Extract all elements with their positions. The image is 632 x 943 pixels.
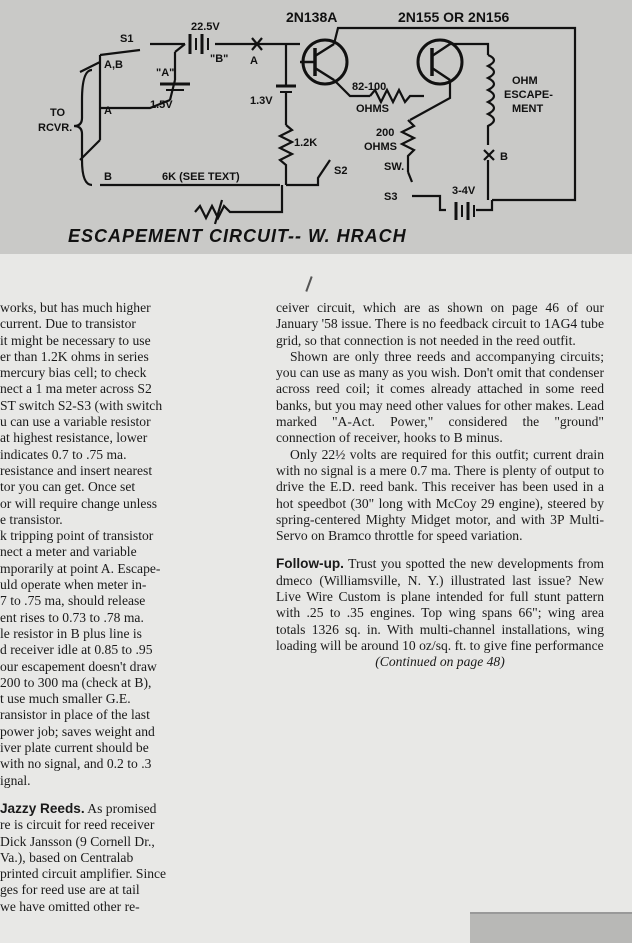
- jazzy-text-line: Dick Jansson (9 Cornell Dr.,: [0, 833, 155, 849]
- transistor-2n155-symbol: [418, 40, 462, 84]
- label-wire-a: A: [104, 105, 112, 117]
- left-text-line: er than 1.2K ohms in series: [0, 348, 149, 364]
- left-text-line: works, but has much higher: [0, 300, 151, 315]
- left-text-line: iver plate current should be: [0, 740, 149, 756]
- label-15v: 1.5V: [150, 99, 173, 111]
- battery-a-symbol: [160, 84, 190, 90]
- transistor-2n138a-symbol: [300, 40, 347, 84]
- escapement-circuit-diagram: [0, 0, 632, 254]
- right-column: [276, 300, 604, 671]
- left-text-line: 7 to .75 ma, should release: [0, 593, 146, 609]
- left-column-lines: [0, 300, 262, 789]
- continued-note: (Continued on page 48): [375, 654, 505, 670]
- label-ab: A,B: [104, 59, 123, 71]
- battery-3v-symbol: [456, 202, 474, 220]
- left-text-line: d receiver idle at 0.85 to .95: [0, 642, 153, 658]
- left-text-line: ST switch S2-S3 (with switch: [0, 397, 163, 413]
- left-text-line: nect a 1 ma meter across S2: [0, 381, 152, 397]
- left-text-line: e transistor.: [0, 511, 63, 527]
- label-ohms-1: OHMS: [356, 103, 389, 115]
- label-225v: 22.5V: [191, 21, 220, 33]
- left-text-line: tor you can get. Once set: [0, 479, 136, 495]
- left-text-line: le resistor in B plus line is: [0, 625, 142, 641]
- left-text-line: ent rises to 0.73 to .78 ma.: [0, 609, 144, 625]
- jazzy-first-line: As promised: [87, 800, 157, 816]
- circuit-figure: [0, 0, 632, 254]
- right-paragraph-1: ceiver circuit, which are as shown on page 46 of our January '58 issue. There is no feedback circuit to 1AG4 tube grid, so that connection is not needed in the reed outfit.: [276, 300, 604, 348]
- left-text-line: or will require change unless: [0, 495, 158, 511]
- left-text-line: 200 to 300 ma (check at B),: [0, 674, 152, 690]
- label-point-a: A: [250, 55, 258, 67]
- figure-caption: ESCAPEMENT CIRCUIT-- W. HRACH: [68, 226, 407, 246]
- label-200: 200: [376, 127, 395, 139]
- label-rcvr: RCVR.: [38, 122, 73, 134]
- label-wire-b: B: [104, 171, 112, 183]
- label-b-battery: "B": [210, 53, 229, 65]
- followup-text: Trust you spotted the new developments from dmeco (Williamsville, N. Y.) illustrated last issue? New Live Wire Custom is plane intended for full stunt pattern with .25 to .35 engines. Top wing spans 66"; wing area totals 1326 sq. in. With multi-channel installations, wing loading will be around 10 oz/sq. ft. to give fine performance: [276, 556, 604, 653]
- left-text-line: current. Due to transistor: [0, 316, 136, 332]
- jazzy-text-line: re is circuit for reed receiver: [0, 817, 155, 833]
- jazzy-text-line: ges for reed use are at tail: [0, 882, 140, 898]
- label-esc-ohm: OHM: [512, 75, 538, 87]
- left-text-line: mercury bias cell; to check: [0, 365, 147, 381]
- jazzy-reeds-heading: Jazzy Reeds.: [0, 800, 85, 816]
- label-s2: S2: [334, 165, 348, 177]
- right-paragraph-3: Only 22½ volts are required for this outfit; current drain with no signal is a mere 0.7 ma. There is plenty of output to drive the E.D. reed bank. This receiver has been used in a hot speedbot (30" long with McCoy 29 engine), steered by spring-centered Mighty Midget motor, and with 3P Multi-Servo on Bramco throttle for speed variation.: [276, 446, 604, 544]
- label-s1: S1: [120, 33, 134, 45]
- left-text-line: ransistor in place of the last: [0, 707, 150, 723]
- stray-mark: [305, 276, 312, 292]
- label-s3: S3: [384, 191, 398, 203]
- left-text-line: with no signal, and 0.2 to .3: [0, 756, 152, 772]
- jazzy-lines: [0, 817, 262, 915]
- followup-paragraph: [276, 556, 604, 654]
- label-12k: 1.2K: [294, 137, 318, 149]
- jazzy-reeds-paragraph: [0, 801, 262, 817]
- label-6k: 6K (SEE TEXT): [162, 171, 240, 183]
- label-esc-escape: ESCAPE-: [504, 89, 553, 101]
- left-text-line: indicates 0.7 to .75 ma.: [0, 446, 127, 462]
- left-text-line: at highest resistance, lower: [0, 430, 148, 446]
- left-text-line: mporarily at point A. Escape-: [0, 560, 161, 576]
- photo-edge: [470, 912, 632, 943]
- label-ohms-2: OHMS: [364, 141, 397, 153]
- label-point-b: B: [500, 151, 508, 163]
- left-text-line: nect a meter and variable: [0, 544, 137, 560]
- jazzy-text-line: we have omitted other re-: [0, 898, 140, 914]
- label-82-100: 82-100: [352, 81, 387, 93]
- label-sw: SW.: [384, 161, 405, 173]
- battery-22v-symbol: [190, 34, 208, 54]
- right-paragraph-2: Shown are only three reeds and accompanying circuits; you can use as many as you wish. Don't omit that condenser across reed coil; it comes already attached in some reed banks, but you may need other values for other makes. Lead marked "A-Act. Power," considered the "ground" connection of receiver, hooks to B minus.: [276, 348, 604, 446]
- left-text-line: power job; saves weight and: [0, 723, 155, 739]
- left-text-line: ignal.: [0, 772, 31, 788]
- left-text-line: our escapement doesn't draw: [0, 658, 157, 674]
- jazzy-text-line: printed circuit amplifier. Since: [0, 866, 167, 882]
- left-text-line: resistance and insert nearest: [0, 462, 153, 478]
- label-esc-ment: MENT: [512, 103, 544, 115]
- jazzy-text-line: Va.), based on Centralab: [0, 849, 134, 865]
- left-text-line: k tripping point of transistor: [0, 528, 154, 544]
- left-text-line: u can use a variable resistor: [0, 414, 151, 430]
- label-2n138a: 2N138A: [286, 9, 338, 25]
- label-to: TO: [50, 107, 66, 119]
- left-text-line: t use much smaller G.E.: [0, 691, 131, 707]
- label-13v: 1.3V: [250, 95, 273, 107]
- left-column: [0, 300, 262, 915]
- left-text-line: uld operate when meter in-: [0, 577, 147, 593]
- followup-heading: Follow-up.: [276, 556, 344, 572]
- left-text-line: it might be necessary to use: [0, 332, 151, 348]
- label-2n155: 2N155 OR 2N156: [398, 9, 510, 25]
- label-a-battery: "A": [156, 67, 175, 79]
- label-34v: 3-4V: [452, 185, 476, 197]
